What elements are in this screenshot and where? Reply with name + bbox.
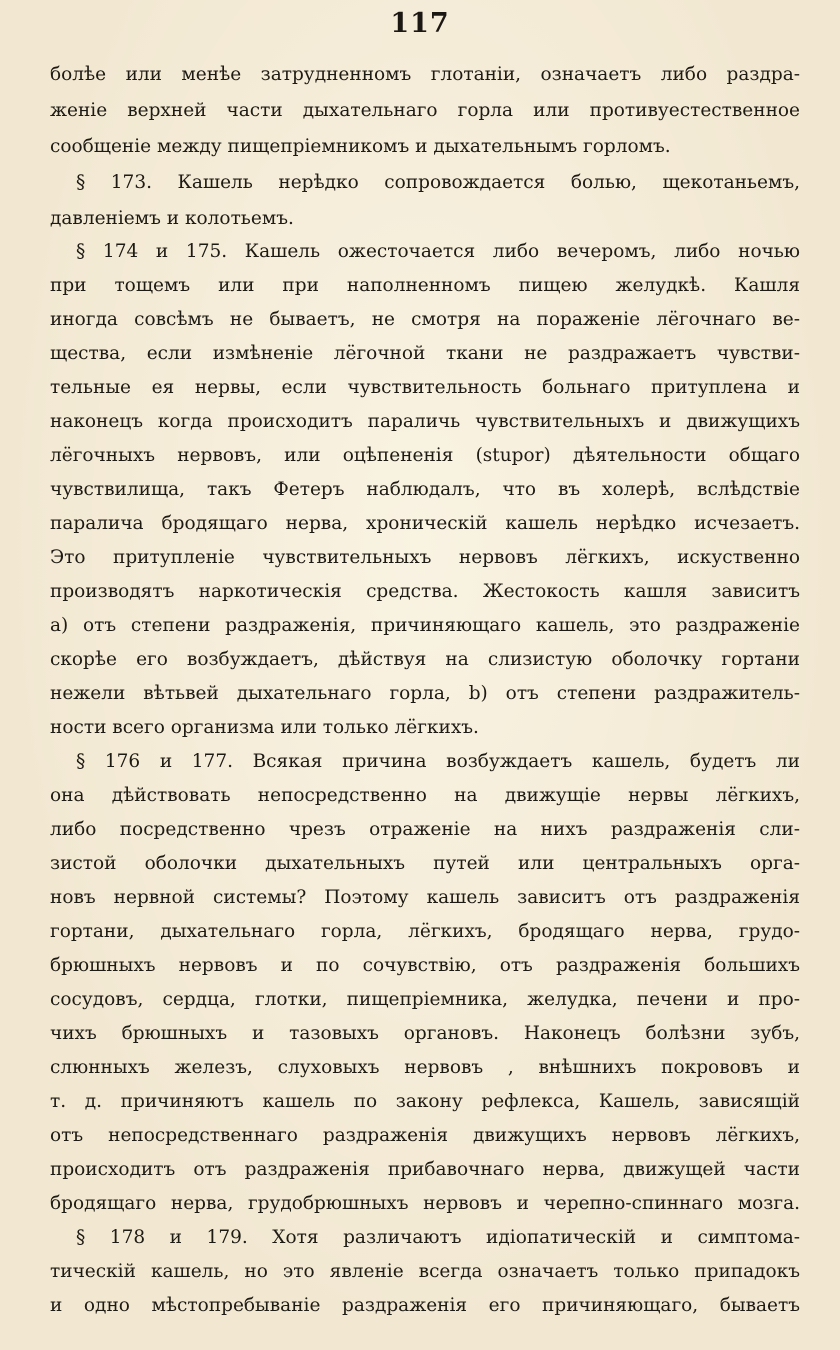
- text-line: Это притупленіе чувствительныхъ нервовъ лёгкихъ, искуственно: [50, 547, 800, 568]
- text-line: и одно мѣстопребываніе раздраженія его причиняющаго, бываетъ: [50, 1295, 800, 1316]
- text-line: гортани, дыхательнаго горла, лёгкихъ, бродящаго нерва, грудо-: [50, 921, 800, 942]
- text-line: тельные ея нервы, если чувствительность больнаго притуплена и: [50, 377, 800, 398]
- text-line: женіе верхней части дыхательнаго горла или противуестественное: [50, 100, 800, 121]
- text-line: сообщеніе между пищепріемникомъ и дыхательнымъ горломъ.: [50, 136, 671, 157]
- text-line: т. д. причиняютъ кашель по закону рефлекса, Кашель, зависящій: [50, 1091, 800, 1112]
- text-line: паралича бродящаго нерва, хроническій кашель нерѣдко исчезаетъ.: [50, 513, 800, 534]
- text-line: иногда совсѣмъ не бываетъ, не смотря на пораженіе лёгочнаго ве-: [50, 309, 800, 330]
- text-line: отъ непосредственнаго раздраженія движущихъ нервовъ лёгкихъ,: [50, 1125, 800, 1146]
- text-line: нежели вѣтьвей дыхательнаго горла, b) отъ степени раздражитель-: [50, 683, 800, 704]
- text-line: наконецъ когда происходитъ параличь чувствительныхъ и движущихъ: [50, 411, 800, 432]
- text-line: тическій кашель, но это явленіе всегда означаетъ только припадокъ: [50, 1261, 800, 1282]
- text-line: щества, если измѣненіе лёгочной ткани не раздражаетъ чувстви-: [50, 343, 800, 364]
- page-number: 117: [390, 8, 450, 39]
- text-line: болѣе или менѣе затрудненномъ глотаніи, означаетъ либо раздра-: [50, 64, 800, 85]
- paragraph-178-start: § 178 и 179. Хотя различаютъ идіопатическій и симптома-: [76, 1227, 800, 1248]
- text-line: a) отъ степени раздраженія, причиняющаго кашель, это раздраженіе: [50, 615, 800, 636]
- paragraph-174-start: § 174 и 175. Кашель ожесточается либо вечеромъ, либо ночью: [76, 241, 800, 262]
- paragraph-173-start: § 173. Кашель нерѣдко сопровождается болью, щекотаньемъ,: [76, 172, 800, 193]
- text-line: скорѣе его возбуждаетъ, дѣйствуя на слизистую оболочку гортани: [50, 649, 800, 670]
- text-line: происходитъ отъ раздраженія прибавочнаго нерва, движущей части: [50, 1159, 800, 1180]
- text-line: сосудовъ, сердца, глотки, пищепріемника, желудка, печени и про-: [50, 989, 800, 1010]
- text-line: ности всего организма или только лёгкихъ.: [50, 717, 479, 738]
- text-line: чихъ брюшныхъ и тазовыхъ органовъ. Наконецъ болѣзни зубъ,: [50, 1023, 800, 1044]
- text-line: брюшныхъ нервовъ и по сочувствію, отъ раздраженія большихъ: [50, 955, 800, 976]
- text-line: бродящаго нерва, грудобрюшныхъ нервовъ и черепно-спиннаго мозга.: [50, 1193, 800, 1214]
- text-line: либо посредственно чрезъ отраженіе на нихъ раздраженія сли-: [50, 819, 800, 840]
- text-line: при тощемъ или при наполненномъ пищею желудкѣ. Кашля: [50, 275, 800, 296]
- text-line: новъ нервной системы? Поэтому кашель зависитъ отъ раздраженія: [50, 887, 800, 908]
- text-line: слюнныхъ железъ, слуховыхъ нервовъ , внѣшнихъ покрововъ и: [50, 1057, 800, 1078]
- text-line: она дѣйствовать непосредственно на движущіе нервы лёгкихъ,: [50, 785, 800, 806]
- text-line: чувствилища, такъ Фетеръ наблюдалъ, что въ холерѣ, вслѣдствіе: [50, 479, 800, 500]
- paragraph-176-start: § 176 и 177. Всякая причина возбуждаетъ кашель, будетъ ли: [76, 751, 800, 772]
- text-line: давленіемъ и колотьемъ.: [50, 208, 294, 229]
- text-line: производятъ наркотическія средства. Жестокость кашля зависитъ: [50, 581, 800, 602]
- text-line: зистой оболочки дыхательныхъ путей или центральныхъ орга-: [50, 853, 800, 874]
- text-line: лёгочныхъ нервовъ, или оцѣпененія (stupor) дѣятельности общаго: [50, 445, 800, 466]
